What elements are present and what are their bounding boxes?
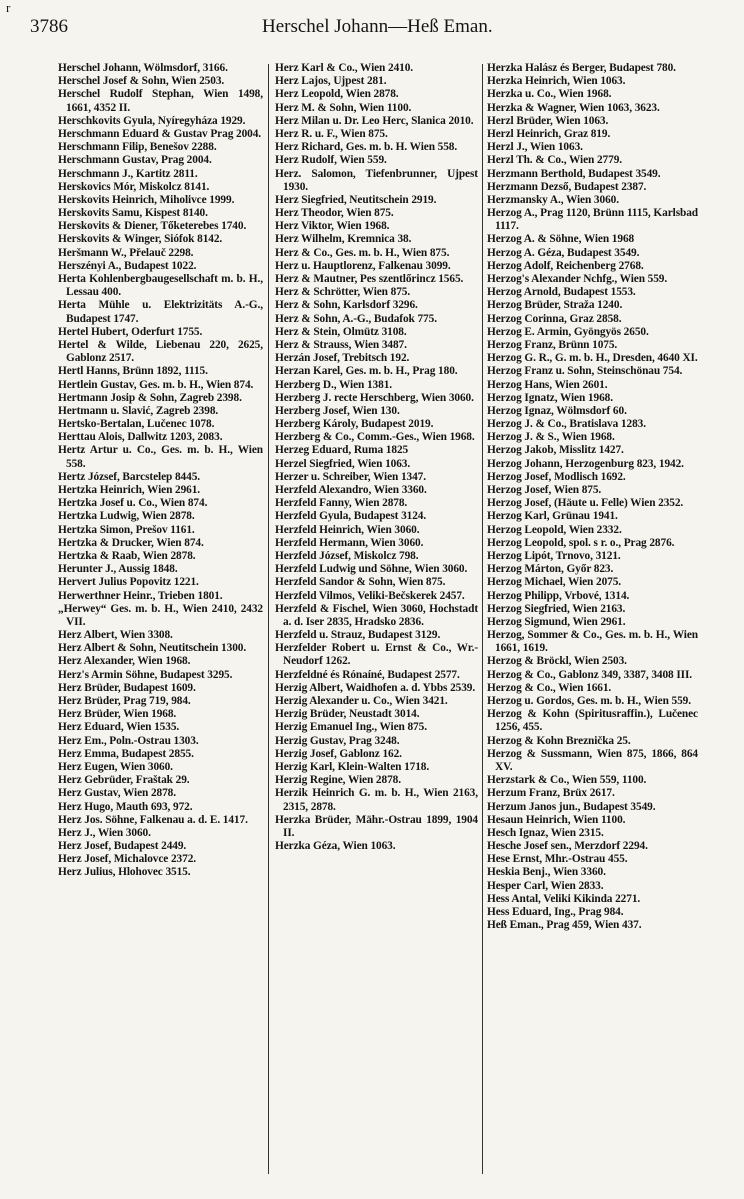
directory-entry: Hesaun Heinrich, Wien 1100.	[487, 813, 626, 826]
directory-entry: Herskovits Samu, Kispest 8140.	[58, 207, 208, 220]
directory-entry: Herskovits & Winger, Siófok 8142.	[58, 233, 223, 246]
directory-entry: Herzmansky A., Wien 3060.	[487, 193, 619, 206]
directory-entry: Herschel Rudolf Stephan, Wien 1498, 1661, 4352 II.	[58, 88, 263, 114]
directory-entry: Herz Gebrüder, Fraštak 29.	[58, 774, 190, 787]
directory-entry: Herzig Gustav, Prag 3248.	[275, 734, 400, 747]
directory-entry: Herzka Halász és Berger, Budapest 780.	[487, 62, 676, 74]
directory-entry: Herzig Brüder, Neustadt 3014.	[275, 708, 420, 721]
directory-entry: Herzog J. & Co., Bratislava 1283.	[487, 418, 646, 431]
directory-entry: Herzik Heinrich G. m. b. H., Wien 2163, 2315, 2878.	[275, 787, 478, 813]
directory-entry: Herz & Strauss, Wien 3487.	[275, 338, 407, 351]
directory-entry: Herzl Brüder, Wien 1063.	[487, 114, 609, 127]
directory-entry: Herz Gustav, Wien 2878.	[58, 787, 176, 800]
directory-entry: Herz Leopold, Wien 2878.	[275, 88, 399, 101]
directory-entry: Herz Eduard, Wien 1535.	[58, 721, 180, 734]
directory-entry: Herz Albert & Sohn, Neutitschein 1300.	[58, 642, 247, 655]
directory-entry: Herzog Arnold, Budapest 1553.	[487, 286, 636, 299]
directory-entry: Herzfeld Heinrich, Wien 3060.	[275, 523, 420, 536]
directory-entry: Herzog Philipp, Vrbové, 1314.	[487, 589, 630, 602]
directory-entry: Herzog A. Géza, Budapest 3549.	[487, 246, 640, 259]
directory-entry: Herttau Alois, Dallwitz 1203, 2083.	[58, 431, 223, 444]
directory-entry: Herzog Karl, Grünau 1941.	[487, 510, 618, 523]
directory-entry: Herzberg Josef, Wien 130.	[275, 404, 400, 417]
directory-entry: Herzel Siegfried, Wien 1063.	[275, 457, 411, 470]
directory-entry: Herz Brüder, Budapest 1609.	[58, 681, 196, 694]
directory-entry: Herschmann J., Kartitz 2811.	[58, 167, 198, 180]
running-head: Herschel Johann—Heß Eman.	[262, 16, 493, 37]
directory-entry: Herunter J., Aussig 1848.	[58, 563, 178, 576]
directory-entry: Herzog & Co., Gablonz 349, 3387, 3408 III.	[487, 668, 693, 681]
directory-entry: Herzog G. R., G. m. b. H., Dresden, 4640 XI.	[487, 352, 698, 365]
directory-entry: Hertzka Josef u. Co., Wien 874.	[58, 497, 208, 510]
directory-entry: Herzeg Eduard, Ruma 1825	[275, 444, 409, 457]
directory-entry: Herzog Brüder, Straža 1240.	[487, 299, 623, 312]
corner-mark: r	[6, 0, 11, 15]
directory-entry: Hese Ernst, Mhr.-Ostrau 455.	[487, 853, 628, 866]
directory-entry: Hertzka Ludwig, Wien 2878.	[58, 510, 195, 523]
directory-entry: Herzog Josef, Modlisch 1692.	[487, 470, 626, 483]
directory-entry: Hertel & Wilde, Liebenau 220, 2625, Gablonz 2517.	[58, 338, 263, 365]
directory-entry: Herzka & Wagner, Wien 1063, 3623.	[487, 101, 660, 114]
directory-entry: Herzog & Bröckl, Wien 2503.	[487, 655, 627, 668]
directory-entry: Herz Eugen, Wien 3060.	[58, 760, 173, 773]
directory-entry: Herzog Leopold, Wien 2332.	[487, 523, 622, 536]
directory-entry: Herzán Josef, Trebitsch 192.	[275, 352, 410, 365]
directory-entry: „Herwey“ Ges. m. b. H., Wien 2410, 2432 VII.	[58, 602, 263, 628]
directory-entry: Herzstark & Co., Wien 559, 1100.	[487, 774, 647, 787]
directory-entry: Herzig Albert, Waidhofen a. d. Ybbs 2539.	[275, 681, 476, 694]
directory-entry: Herzfeld József, Miskolcz 798.	[275, 549, 419, 562]
directory-entry: Herzog Lipót, Trnovo, 3121.	[487, 549, 621, 562]
directory-entry: Herzog Márton, Győr 823.	[487, 563, 614, 576]
directory-entry: Hervert Julius Popovitz 1221.	[58, 576, 199, 589]
directory-entry: Herzog, Sommer & Co., Ges. m. b. H., Wien 1661, 1619.	[487, 629, 698, 655]
directory-entry: Hesper Carl, Wien 2833.	[487, 879, 604, 892]
directory-entry: Hertz József, Barcstelep 8445.	[58, 470, 201, 483]
directory-entry: Herz Richard, Ges. m. b. H. Wien 558.	[275, 141, 458, 154]
directory-entry: Herz M. & Sohn, Wien 1100.	[275, 101, 412, 114]
directory-entry: Herzer u. Schreiber, Wien 1347.	[275, 470, 426, 483]
directory-entry: Herz Jos. Söhne, Falkenau a. d. E. 1417.	[58, 813, 248, 826]
directory-entry: Herz Julius, Hlohovec 3515.	[58, 866, 191, 879]
directory-entry: Herzog Jakob, Misslitz 1427.	[487, 444, 624, 457]
directory-entry: Herzl J., Wien 1063.	[487, 141, 583, 154]
directory-entry: Herzl Th. & Co., Wien 2779.	[487, 154, 623, 167]
directory-entry: Herzfeldné és Rónaíné, Budapest 2577.	[275, 668, 460, 681]
directory-entry: Herschmann Eduard & Gustav Prag 2004.	[58, 127, 262, 140]
directory-entry: Herzberg & Co., Comm.-Ges., Wien 1968.	[275, 431, 475, 444]
directory-column-2	[275, 62, 478, 1187]
directory-entry: Herzog Josef, Wien 875.	[487, 484, 602, 496]
directory-entry: Herschmann Gustav, Prag 2004.	[58, 154, 212, 167]
directory-entry: Hess Antal, Veliki Kikinda 2271.	[487, 892, 641, 905]
directory-entry: Herz Brüder, Prag 719, 984.	[58, 695, 191, 707]
directory-entry: Hertzka & Drucker, Wien 874.	[58, 536, 204, 549]
directory-entry: Hess Eduard, Ing., Prag 984.	[487, 906, 624, 918]
directory-entry: Herwerthner Heinr., Trieben 1801.	[58, 589, 223, 602]
directory-column-1	[58, 62, 263, 1187]
directory-entry: Herzfeld & Fischel, Wien 3060, Hochstadt a. d. Iser 2835, Hradsko 2836.	[275, 602, 478, 628]
directory-entry: Heršmann W., Přelauč 2298.	[58, 246, 194, 259]
column-rule	[482, 64, 483, 1174]
directory-entry: Hertlein Gustav, Ges. m. b. H., Wien 874.	[58, 378, 254, 391]
directory-entry: Herzog Corinna, Graz 2858.	[487, 312, 622, 325]
directory-entry: Hertz Artur u. Co., Ges. m. b. H., Wien 558.	[58, 444, 263, 470]
directory-entry: Herz Alexander, Wien 1968.	[58, 655, 191, 668]
directory-entry: Herz & Mautner, Pes szentlőrincz 1565.	[275, 273, 464, 285]
directory-entry: Herzfeld Hermann, Wien 3060.	[275, 536, 424, 549]
directory-entry: Herzberg Károly, Budapest 2019.	[275, 418, 434, 431]
directory-entry: Herzog Sigmund, Wien 2961.	[487, 615, 626, 628]
directory-entry: Herschel Johann, Wölmsdorf, 3166.	[58, 62, 228, 74]
directory-entry: Herzog Josef, (Häute u. Felle) Wien 2352.	[487, 497, 684, 510]
directory-entry: Herta Kohlenbergbaugesellschaft m. b. H., Lessau 400.	[58, 273, 263, 299]
directory-entry: Herzka Brüder, Mähr.-Ostrau 1899, 1904 II.	[275, 813, 478, 839]
directory-entry: Herzka u. Co., Wien 1968.	[487, 88, 612, 101]
directory-entry: Herz's Armin Söhne, Budapest 3295.	[58, 668, 233, 681]
directory-entry: Herzog Siegfried, Wien 2163.	[487, 602, 626, 615]
directory-entry: Herzmann Dezső, Budapest 2387.	[487, 180, 647, 193]
directory-entry: Herz & Co., Ges. m. b. H., Wien 875.	[275, 246, 450, 259]
directory-entry: Herzog E. Armin, Gyöngyös 2650.	[487, 325, 649, 338]
directory-entry: Herta Mühle u. Elektrizitäts A.-G., Budapest 1747.	[58, 299, 263, 325]
directory-entry: Herzig Regine, Wien 2878.	[275, 774, 401, 787]
directory-entry: Herzfeld Ludwig und Söhne, Wien 3060.	[275, 563, 468, 576]
directory-entry: Herz & Sohn, A.-G., Budafok 775.	[275, 312, 437, 325]
directory-entry: Herzog Leopold, spol. s r. o., Prag 2876.	[487, 536, 675, 549]
directory-entry: Herzum Janos jun., Budapest 3549.	[487, 800, 656, 813]
directory-entry: Herz & Stein, Olmütz 3108.	[275, 325, 407, 338]
directory-entry: Herz Lajos, Ujpest 281.	[275, 75, 387, 88]
directory-entry: Herz R. u. F., Wien 875.	[275, 127, 388, 140]
directory-entry: Hertel Hubert, Oderfurt 1755.	[58, 325, 203, 338]
directory-entry: Herzig Josef, Gablonz 162.	[275, 747, 402, 760]
directory-entry: Herzog & Co., Wien 1661.	[487, 681, 612, 694]
directory-entry: Herz Josef, Budapest 2449.	[58, 840, 187, 853]
directory-entry: Hesch Ignaz, Wien 2315.	[487, 826, 604, 839]
directory-entry: Herzog Johann, Herzogenburg 823, 1942.	[487, 457, 684, 470]
directory-entry: Herzum Franz, Brüx 2617.	[487, 787, 615, 800]
directory-entry: Herskovits Heinrich, Miholivce 1999.	[58, 193, 235, 206]
directory-entry: Herz Albert, Wien 3308.	[58, 629, 173, 642]
directory-entry: Herzog Adolf, Reichenberg 2768.	[487, 259, 644, 272]
directory-entry: Herz. Salomon, Tiefenbrunner, Ujpest 1930.	[275, 167, 478, 193]
directory-entry: Heskia Benj., Wien 3360.	[487, 866, 606, 879]
directory-entry: Heß Eman., Prag 459, Wien 437.	[487, 919, 642, 932]
directory-entry: Herz Josef, Michalovce 2372.	[58, 853, 197, 866]
directory-column-3	[487, 62, 698, 1187]
directory-entry: Herz & Schrötter, Wien 875.	[275, 286, 411, 299]
directory-entry: Herzog & Kohn Breznička 25.	[487, 734, 631, 747]
directory-entry: Herschkovits Gyula, Nyíregyháza 1929.	[58, 114, 246, 127]
directory-entry: Herzog Michael, Wien 2075.	[487, 576, 622, 589]
page-number: 3786	[30, 16, 68, 37]
directory-entry: Herzog Franz, Brünn 1075.	[487, 338, 618, 351]
directory-entry: Herzog Hans, Wien 2601.	[487, 378, 608, 391]
directory-entry: Herz Theodor, Wien 875.	[275, 207, 394, 220]
directory-entry: Herzfeld u. Strauz, Budapest 3129.	[275, 629, 441, 642]
directory-entry: Herz Emma, Budapest 2855.	[58, 747, 194, 760]
directory-entry: Herzig Karl, Klein-Walten 1718.	[275, 760, 430, 773]
directory-entry: Herzberg J. recte Herschberg, Wien 3060.	[275, 391, 474, 404]
directory-entry: Hertzka Heinrich, Wien 2961.	[58, 484, 201, 496]
directory-entry: Hertl Hanns, Brünn 1892, 1115.	[58, 365, 208, 378]
directory-entry: Herz Siegfried, Neutitschein 2919.	[275, 193, 437, 206]
directory-entry: Herz Viktor, Wien 1968.	[275, 220, 390, 233]
directory-entry: Herskovics Mór, Miskolcz 8141.	[58, 180, 210, 193]
directory-entry: Hertmann u. Slavić, Zagreb 2398.	[58, 404, 219, 417]
directory-entry: Herzmann Berthold, Budapest 3549.	[487, 167, 661, 180]
directory-entry: Hertmann Josip & Sohn, Zagreb 2398.	[58, 391, 242, 404]
directory-entry: Herzig Emanuel Ing., Wien 875.	[275, 721, 427, 734]
directory-entry: Hesche Josef sen., Merzdorf 2294.	[487, 840, 648, 853]
directory-entry: Herzog's Alexander Nchfg., Wien 559.	[487, 273, 668, 285]
directory-entry: Herzberg D., Wien 1381.	[275, 378, 393, 391]
directory-entry: Herzog A. & Söhne, Wien 1968	[487, 233, 635, 246]
directory-entry: Herzfeld Gyula, Budapest 3124.	[275, 510, 427, 523]
page-header	[30, 16, 730, 46]
directory-entry: Herz Rudolf, Wien 559.	[275, 154, 387, 167]
directory-entry: Herszényi A., Budapest 1022.	[58, 259, 197, 272]
directory-entry: Herzog J. & S., Wien 1968.	[487, 431, 615, 444]
directory-entry: Herzl Heinrich, Graz 819.	[487, 127, 611, 140]
directory-entry: Herschel Josef & Sohn, Wien 2503.	[58, 75, 225, 88]
directory-entry: Herz Wilhelm, Kremnica 38.	[275, 233, 412, 246]
directory-entry: Herz u. Hauptlorenz, Falkenau 3099.	[275, 259, 451, 272]
directory-entry: Herzog & Kohn (Spiritusraffin.), Lučenec 1256, 455.	[487, 708, 698, 734]
directory-entry: Herzog Franz u. Sohn, Steinschönau 754.	[487, 365, 683, 378]
directory-entry: Herzfeld Sandor & Sohn, Wien 875.	[275, 576, 446, 589]
column-rule	[268, 64, 269, 1174]
directory-entry: Herzfelder Robert u. Ernst & Co., Wr.-Neudorf 1262.	[275, 642, 478, 668]
directory-entry: Hertzka & Raab, Wien 2878.	[58, 549, 196, 562]
directory-entry: Herschmann Filip, Benešov 2288.	[58, 141, 217, 154]
directory-entry: Herzig Alexander u. Co., Wien 3421.	[275, 695, 448, 707]
directory-entry: Herzfeld Vilmos, Veliki-Bečskerek 2457.	[275, 589, 465, 602]
directory-entry: Herz Karl & Co., Wien 2410.	[275, 62, 414, 74]
directory-entry: Herzka Géza, Wien 1063.	[275, 840, 396, 853]
directory-entry: Herz Em., Poln.-Ostrau 1303.	[58, 734, 199, 747]
directory-entry: Herz Milan u. Dr. Leo Herc, Slanica 2010.	[275, 114, 474, 127]
directory-entry: Herzog Ignaz, Wölmsdorf 60.	[487, 404, 627, 417]
directory-entry: Herzog & Sussmann, Wien 875, 1866, 864 XV.	[487, 747, 698, 773]
directory-entry: Herskovits & Diener, Tőketerebes 1740.	[58, 220, 247, 233]
directory-entry: Herz J., Wien 3060.	[58, 826, 151, 839]
directory-entry: Herzfeld Alexandro, Wien 3360.	[275, 484, 427, 496]
directory-entry: Herz & Sohn, Karlsdorf 3296.	[275, 299, 418, 312]
directory-entry: Herzog A., Prag 1120, Brünn 1115, Karlsbad 1117.	[487, 207, 698, 233]
directory-entry: Herzog u. Gordos, Ges. m. b. H., Wien 559.	[487, 695, 691, 707]
directory-entry: Herz Brüder, Wien 1968.	[58, 708, 177, 721]
directory-entry: Herz Hugo, Mauth 693, 972.	[58, 800, 193, 813]
directory-entry: Herzog Ignatz, Wien 1968.	[487, 391, 613, 404]
directory-entry: Herzan Karel, Ges. m. b. H., Prag 180.	[275, 365, 458, 378]
directory-entry: Herzfeld Fanny, Wien 2878.	[275, 497, 408, 510]
directory-entry: Herzka Heinrich, Wien 1063.	[487, 75, 626, 88]
directory-entry: Hertzka Simon, Prešov 1161.	[58, 523, 195, 536]
directory-entry: Hertsko-Bertalan, Lučenec 1078.	[58, 418, 215, 431]
